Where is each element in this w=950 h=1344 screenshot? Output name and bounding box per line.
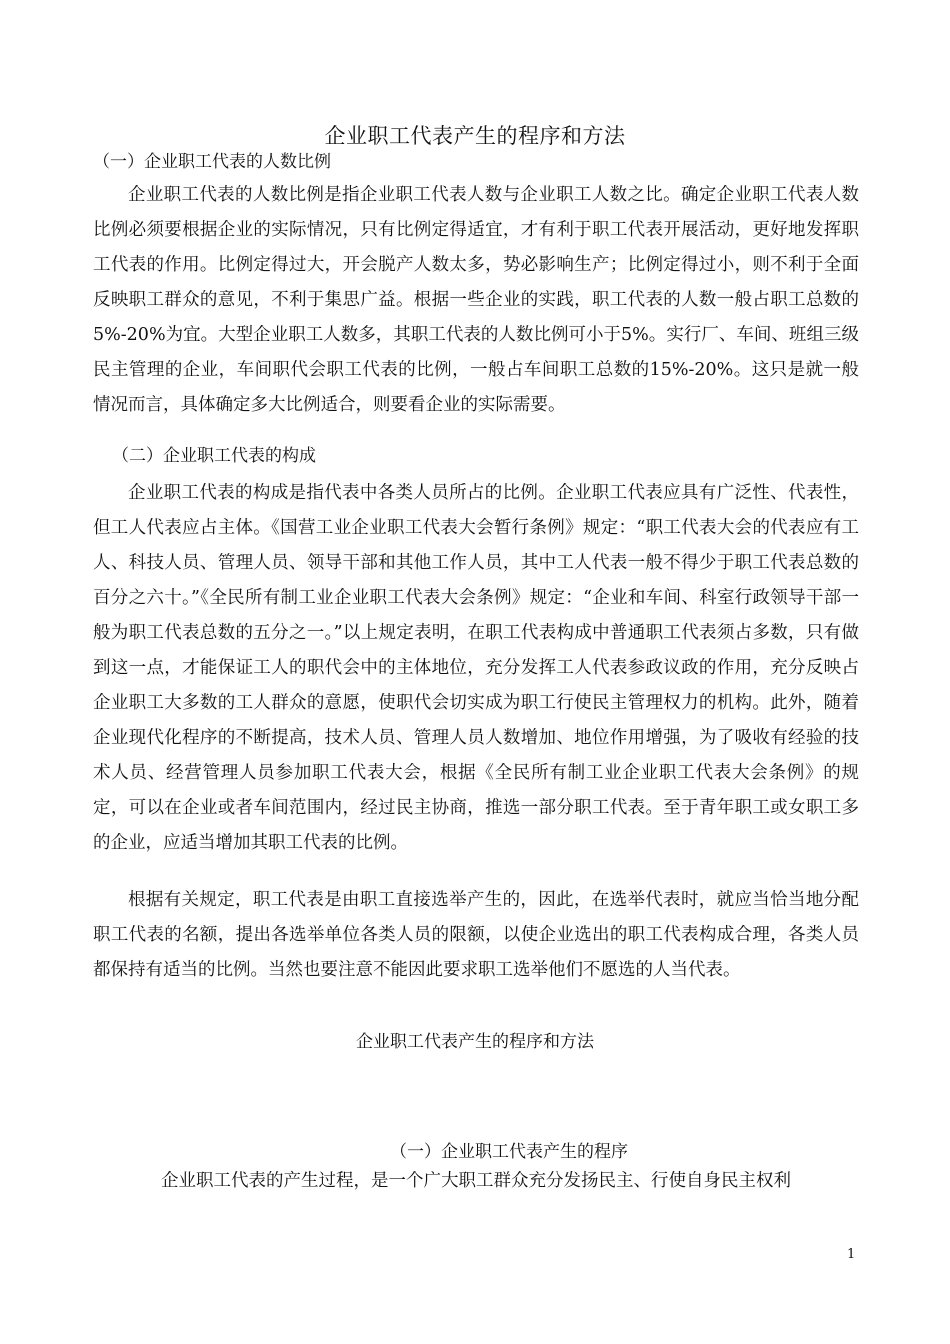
paragraph-procedure: 企业职工代表的产生过程，是一个广大职工群众充分发扬民主、行使自身民主权利 xyxy=(161,1171,791,1191)
section-heading-composition: （二）企业职工代表的构成 xyxy=(112,446,316,466)
section-subtitle: 企业职工代表产生的程序和方法 xyxy=(356,1032,594,1052)
paragraph-ratio: 企业职工代表的人数比例是指企业职工代表人数与企业职工人数之比。确定企业职工代表人数比例必须要根据企业的实际情况，只有比例定得适宜，才有利于职工代表开展活动，更好地发挥职工代表的作用。比例定得过大，开会脱产人数太多，势必影响生产；比例定得过小，则不利于全面反映职工群众的意见，不利于集思广益。根据一些企业的实践，职工代表的人数一般占职工总数的5%-20%为宜。大型企业职工人数多，其职工代表的人数比例可小于5%。实行厂、车间、班组三级民主管理的企业，车间职代会职工代表的比例，一般占车间职工总数的15%-20%。这只是就一般情况而言，具体确定多大比例适合，则要看企业的实际需要。 xyxy=(93,185,860,415)
section-heading-procedure: （一）企业职工代表产生的程序 xyxy=(390,1142,628,1162)
page-number: 1 xyxy=(847,1247,856,1262)
document-title: 企业职工代表产生的程序和方法 xyxy=(324,124,626,148)
section-heading-ratio: （一）企业职工代表的人数比例 xyxy=(93,152,331,172)
paragraph-composition: 企业职工代表的构成是指代表中各类人员所占的比例。企业职工代表应具有广泛性、代表性，但工人代表应占主体。《国营工业企业职工代表大会暂行条例》规定：“职工代表大会的代表应有工人、科技人员、管理人员、领导干部和其他工作人员，其中工人代表一般不得少于职工代表总数的百分之六十。”《全民所有制工业企业职工代表大会条例》规定：“企业和车间、科室行政领导干部一般为职工代表总数的五分之一。”以上规定表明，在职工代表构成中普通职工代表须占多数，只有做到这一点，才能保证工人的职代会中的主体地位，充分发挥工人代表参政议政的作用，充分反映占企业职工大多数的工人群众的意愿，使职代会切实成为职工行使民主管理权力的机构。此外，随着企业现代化程序的不断提高，技术人员、管理人员人数增加、地位作用增强，为了吸收有经验的技术人员、经营管理人员参加职工代表大会，根据《全民所有制工业企业职工代表大会条例》的规定，可以在企业或者车间范围内，经过民主协商，推选一部分职工代表。至于青年职工或女职工多的企业，应适当增加其职工代表的比例。 xyxy=(93,483,859,853)
paragraph-election-rules: 根据有关规定，职工代表是由职工直接选举产生的，因此，在选举代表时，就应当恰当地分配职工代表的名额，提出各选举单位各类人员的限额，以使企业选出的职工代表构成合理，各类人员都保持有适当的比例。当然也要注意不能因此要求职工选举他们不愿选的人当代表。 xyxy=(93,890,859,980)
